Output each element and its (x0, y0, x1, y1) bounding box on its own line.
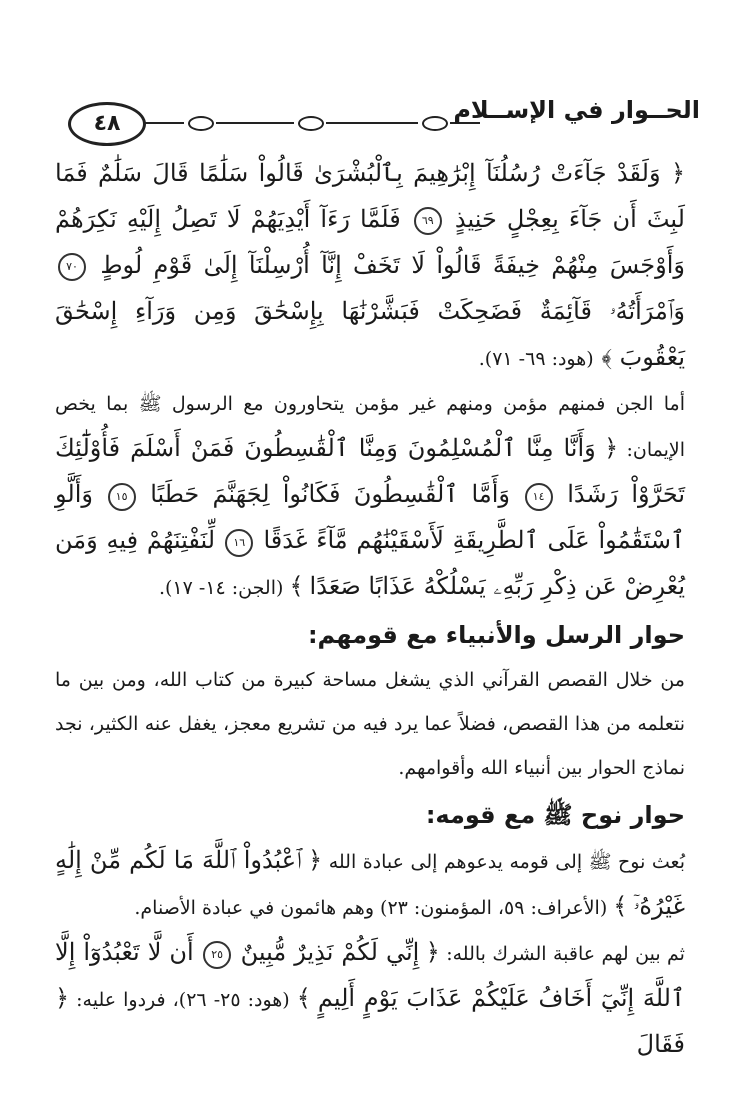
paragraph-nuh-2 (55, 930, 685, 1068)
header-ornament (422, 116, 448, 131)
verse-reference: (هود: ٦٩- ٧١). (478, 348, 594, 370)
section-heading: حوار نوح ﷺ مع قومه: (425, 801, 685, 829)
header-rule (216, 122, 294, 124)
verse-text: إِنِّي لَكُمْ نَذِيرٌ مُّبِينٌ (240, 938, 420, 966)
running-header (70, 90, 700, 144)
ornate-bracket-close: ﴾ (296, 984, 311, 1012)
verse-reference: (الأعراف: ٥٩، المؤمنون: ٢٣) وهم هائمون في عبادة الأصنام. (134, 897, 608, 919)
ayah-marker: ٧٠ (58, 253, 86, 281)
verse-text: وَٱمْرَأَتُهُۥ قَآئِمَةٌ فَضَحِكَتْ فَبَشَّرْنَٰهَا بِإِسْحَٰقَ وَمِن وَرَآءِ إِسْحَٰقَ يَعْقُوبَ (55, 297, 685, 371)
paragraph-nuh-1 (55, 838, 685, 930)
header-ornament (298, 116, 324, 131)
ornate-bracket-open: ﴿ (425, 938, 440, 966)
verse-text: وَأَلَّوِ ٱسْتَقَٰمُواْ عَلَى ٱلطَّرِيقَةِ لَأَسْقَيْنَٰهُم مَّآءً غَدَقًا (55, 480, 685, 554)
paragraph-text: أما الجن فمنهم مؤمن ومنهم غير مؤمن يتحاورون مع الرسول ﷺ بما يخص الإيمان: (55, 393, 686, 461)
running-title: الحــوار في الإســلام (453, 96, 700, 124)
header-rule (326, 122, 418, 124)
ornate-bracket-open: ﴿ (670, 159, 685, 187)
ornate-bracket-close: ﴾ (601, 343, 612, 371)
ornate-bracket-open: ﴿ (604, 434, 619, 462)
paragraph-jinn (55, 382, 685, 610)
verse-reference: (هود: ٢٥- ٢٦)، (172, 989, 290, 1011)
paragraph-text: بُعث نوح ﷺ إلى قومه يدعوهم إلى عبادة الله (328, 851, 686, 873)
verse-text: ٱعْبُدُواْ ٱللَّهَ مَا لَكُم مِّنْ إِلَٰهٍ غَيْرُهُۥٓ (55, 846, 685, 920)
ayah-marker: ١٥ (108, 483, 136, 511)
verse-text: أَن لَّا تَعْبُدُوٓاْ إِلَّا ٱللَّهَ إِنِّيٓ أَخَافُ عَلَيْكُمْ عَذَابَ يَوْمٍ أَلِيمٍ (55, 938, 686, 1012)
ayah-marker: ٦٩ (414, 207, 442, 235)
header-ornament (188, 116, 214, 131)
header-rule (144, 122, 184, 124)
ayah-marker: ١٦ (225, 529, 253, 557)
quran-verse-block (55, 150, 685, 382)
ornate-bracket-close: ﴾ (289, 572, 304, 600)
verse-text: وَأَمَّا ٱلْقَٰسِطُونَ فَكَانُواْ لِجَهَنَّمَ حَطَبًا (150, 480, 510, 508)
ornate-bracket-close: ﴾ (613, 892, 628, 920)
page-number: ٤٨ (68, 102, 146, 146)
paragraph-stories: من خلال القصص القرآني الذي يشغل مساحة كبيرة من كتاب الله، ومن بين ما نتعلمه من هذا القصص، فضلاً عما يرد فيه من تشريع معجز، يغفل عنه الكثير، نجد نماذج الحوار بين أنبياء الله وأقوامهم. (55, 669, 685, 779)
page-body (55, 150, 685, 1068)
verse-text: وَلَقَدْ جَآءَتْ رُسُلُنَآ إِبْرَٰهِيمَ بِٱلْبُشْرَىٰ قَالُواْ سَلَٰمًا قَالَ سَلَٰمٌ فَمَا لَبِثَ أَن جَآءَ بِعِجْلٍ حَنِيذٍ (55, 159, 685, 233)
verse-reference: (الجن: ١٤- ١٧). (158, 577, 284, 599)
section-heading: حوار الرسل والأنبياء مع قومهم: (307, 621, 685, 649)
verse-text: وَأَنَّا مِنَّا ٱلْمُسْلِمُونَ وَمِنَّا ٱلْقَٰسِطُونَ فَمَنْ أَسْلَمَ فَأُوْلَٰٓئِكَ تَحَرَّوْاْ رَشَدًا (55, 434, 686, 508)
paragraph-text: ثم بين لهم عاقبة الشرك بالله: (446, 943, 685, 965)
verse-text: فَلَمَّا رَءَآ أَيْدِيَهُمْ لَا تَصِلُ إِلَيْهِ نَكِرَهُمْ وَأَوْجَسَ مِنْهُمْ خِيفَةً قَالُواْ لَا تَخَفْ إِنَّآ أُرْسِلْنَآ إِلَىٰ قَوْمِ لُوطٍ (55, 205, 685, 279)
ayah-marker: ١٤ (525, 483, 553, 511)
paragraph-text: فردوا عليه: (76, 989, 166, 1011)
ornate-bracket-open: ﴿ (55, 984, 70, 1012)
verse-text: لِّنَفْتِنَهُمْ فِيهِ وَمَن يُعْرِضْ عَن ذِكْرِ رَبِّهِۦ يَسْلُكْهُ عَذَابًا صَعَدًا (55, 526, 685, 600)
ornate-bracket-open: ﴿ (308, 846, 323, 874)
verse-text: فَقَالَ (636, 1030, 685, 1058)
ayah-marker: ٢٥ (203, 941, 231, 969)
